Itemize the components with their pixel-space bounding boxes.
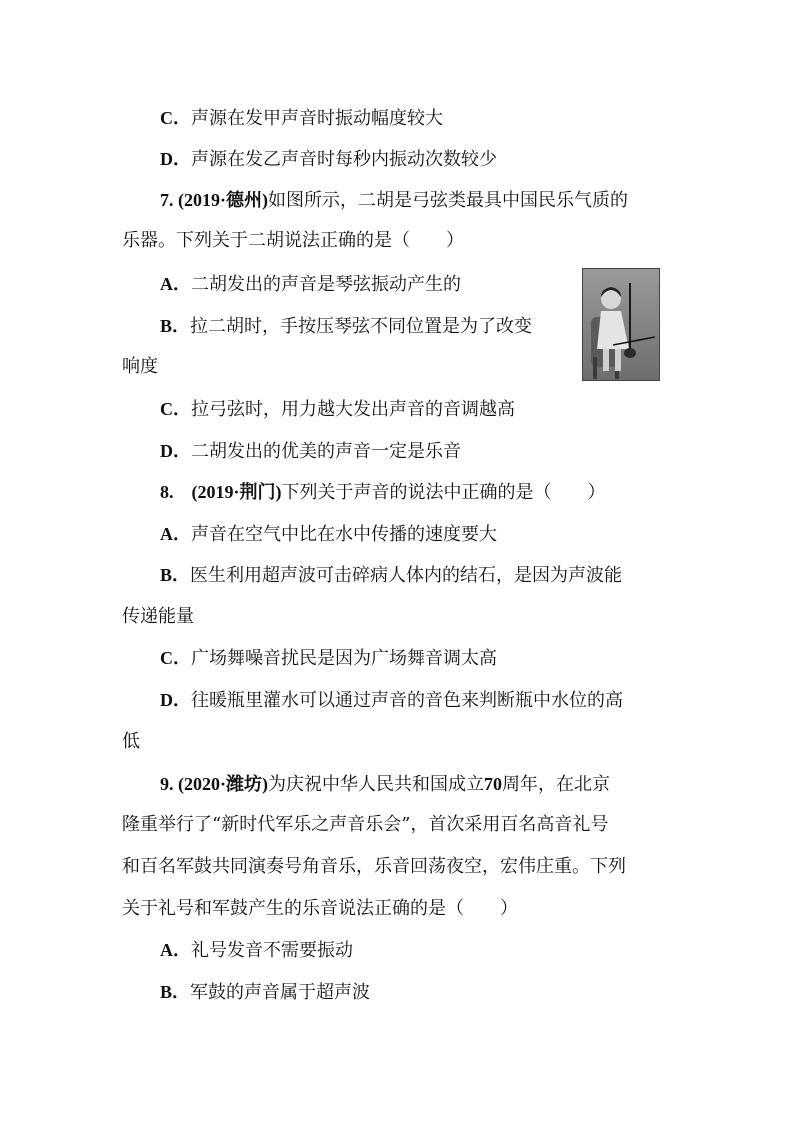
option-text: 二胡发出的声音是琴弦振动产生的 bbox=[191, 274, 461, 295]
erhu-player-photo bbox=[582, 268, 660, 381]
option-text: 拉弓弦时，用力越大发出声音的音调越高 bbox=[191, 399, 515, 420]
q9-stem-cont-3 bbox=[122, 897, 518, 921]
question-number: 7. (2019·德州) bbox=[160, 190, 268, 210]
q7-option-a bbox=[160, 272, 461, 297]
q7-option-b-cont bbox=[122, 355, 158, 379]
q6-option-d bbox=[160, 147, 497, 172]
question-stem: 和百名军鼓共同演奏号角音乐，乐音回荡夜空，宏伟庄重。下列 bbox=[122, 856, 626, 877]
option-text: 拉二胡时，手按压琴弦不同位置是为了改变 bbox=[190, 316, 533, 337]
question-stem: 关于礼号和军鼓产生的乐音说法正确的是（ ） bbox=[122, 898, 518, 919]
option-label: B． bbox=[160, 565, 191, 585]
q7-stem bbox=[160, 188, 628, 213]
q8-option-d-cont bbox=[122, 730, 140, 754]
option-label: D． bbox=[160, 149, 191, 169]
question-stem: 周年，在北京 bbox=[502, 774, 610, 795]
question-stem: 如图所示，二胡是弓弦类最具中国民乐气质的 bbox=[268, 190, 628, 211]
option-label: C． bbox=[160, 399, 191, 419]
q7-option-d bbox=[160, 439, 461, 464]
option-text: 军鼓的声音属于超声波 bbox=[190, 982, 371, 1003]
option-text: 低 bbox=[122, 731, 140, 752]
q7-option-c bbox=[160, 397, 515, 422]
option-text: 声源在发乙声音时每秒内振动次数较少 bbox=[191, 149, 497, 170]
option-text: 传递能量 bbox=[122, 606, 194, 627]
option-text: 往暖瓶里灌水可以通过声音的音色来判断瓶中水位的高 bbox=[191, 690, 623, 711]
option-label: D． bbox=[160, 441, 191, 461]
q7-stem-cont bbox=[122, 229, 464, 253]
option-label: A． bbox=[160, 940, 191, 960]
option-label: A． bbox=[160, 524, 191, 544]
q7-option-b bbox=[160, 314, 532, 339]
option-label: A． bbox=[160, 274, 191, 294]
question-stem: 下列关于声音的说法中正确的是（ ） bbox=[281, 482, 606, 503]
option-label: B． bbox=[160, 316, 191, 336]
q9-stem bbox=[160, 772, 610, 797]
q9-stem-cont-1 bbox=[122, 813, 608, 837]
option-text: 医生利用超声波可击碎病人体内的结石，是因为声波能 bbox=[190, 565, 623, 586]
option-label: C． bbox=[160, 108, 191, 128]
option-label: D． bbox=[160, 690, 191, 710]
q8-option-b-cont bbox=[122, 605, 194, 629]
q8-option-c bbox=[160, 646, 497, 671]
question-stem-number: 70 bbox=[484, 774, 502, 794]
q8-option-d bbox=[160, 688, 623, 713]
question-number: 9. (2020·潍坊) bbox=[160, 774, 268, 794]
option-text: 二胡发出的优美的声音一定是乐音 bbox=[191, 441, 461, 462]
option-text: 广场舞噪音扰民是因为广场舞音调太高 bbox=[191, 648, 497, 669]
option-text: 礼号发音不需要振动 bbox=[191, 940, 353, 961]
question-number: 8. (2019·荆门) bbox=[160, 482, 282, 502]
question-stem: 隆重举行了“新时代军乐之声音乐会”，首次采用百名高音礼号 bbox=[122, 814, 609, 835]
q8-option-a bbox=[160, 522, 497, 547]
question-stem: 为庆祝中华人民共和国成立 bbox=[268, 774, 484, 795]
q9-option-a bbox=[160, 938, 353, 963]
option-label: B． bbox=[160, 982, 191, 1002]
question-stem: 乐器。下列关于二胡说法正确的是（ ） bbox=[122, 230, 464, 251]
q8-option-b bbox=[160, 563, 622, 588]
q8-stem bbox=[160, 480, 606, 505]
q6-option-c bbox=[160, 106, 443, 131]
q9-stem-cont-2 bbox=[122, 855, 626, 879]
option-text: 声源在发甲声音时振动幅度较大 bbox=[191, 108, 443, 129]
option-text: 响度 bbox=[122, 356, 158, 377]
q9-option-b bbox=[160, 980, 370, 1005]
option-text: 声音在空气中比在水中传播的速度要大 bbox=[191, 524, 497, 545]
option-label: C． bbox=[160, 648, 191, 668]
